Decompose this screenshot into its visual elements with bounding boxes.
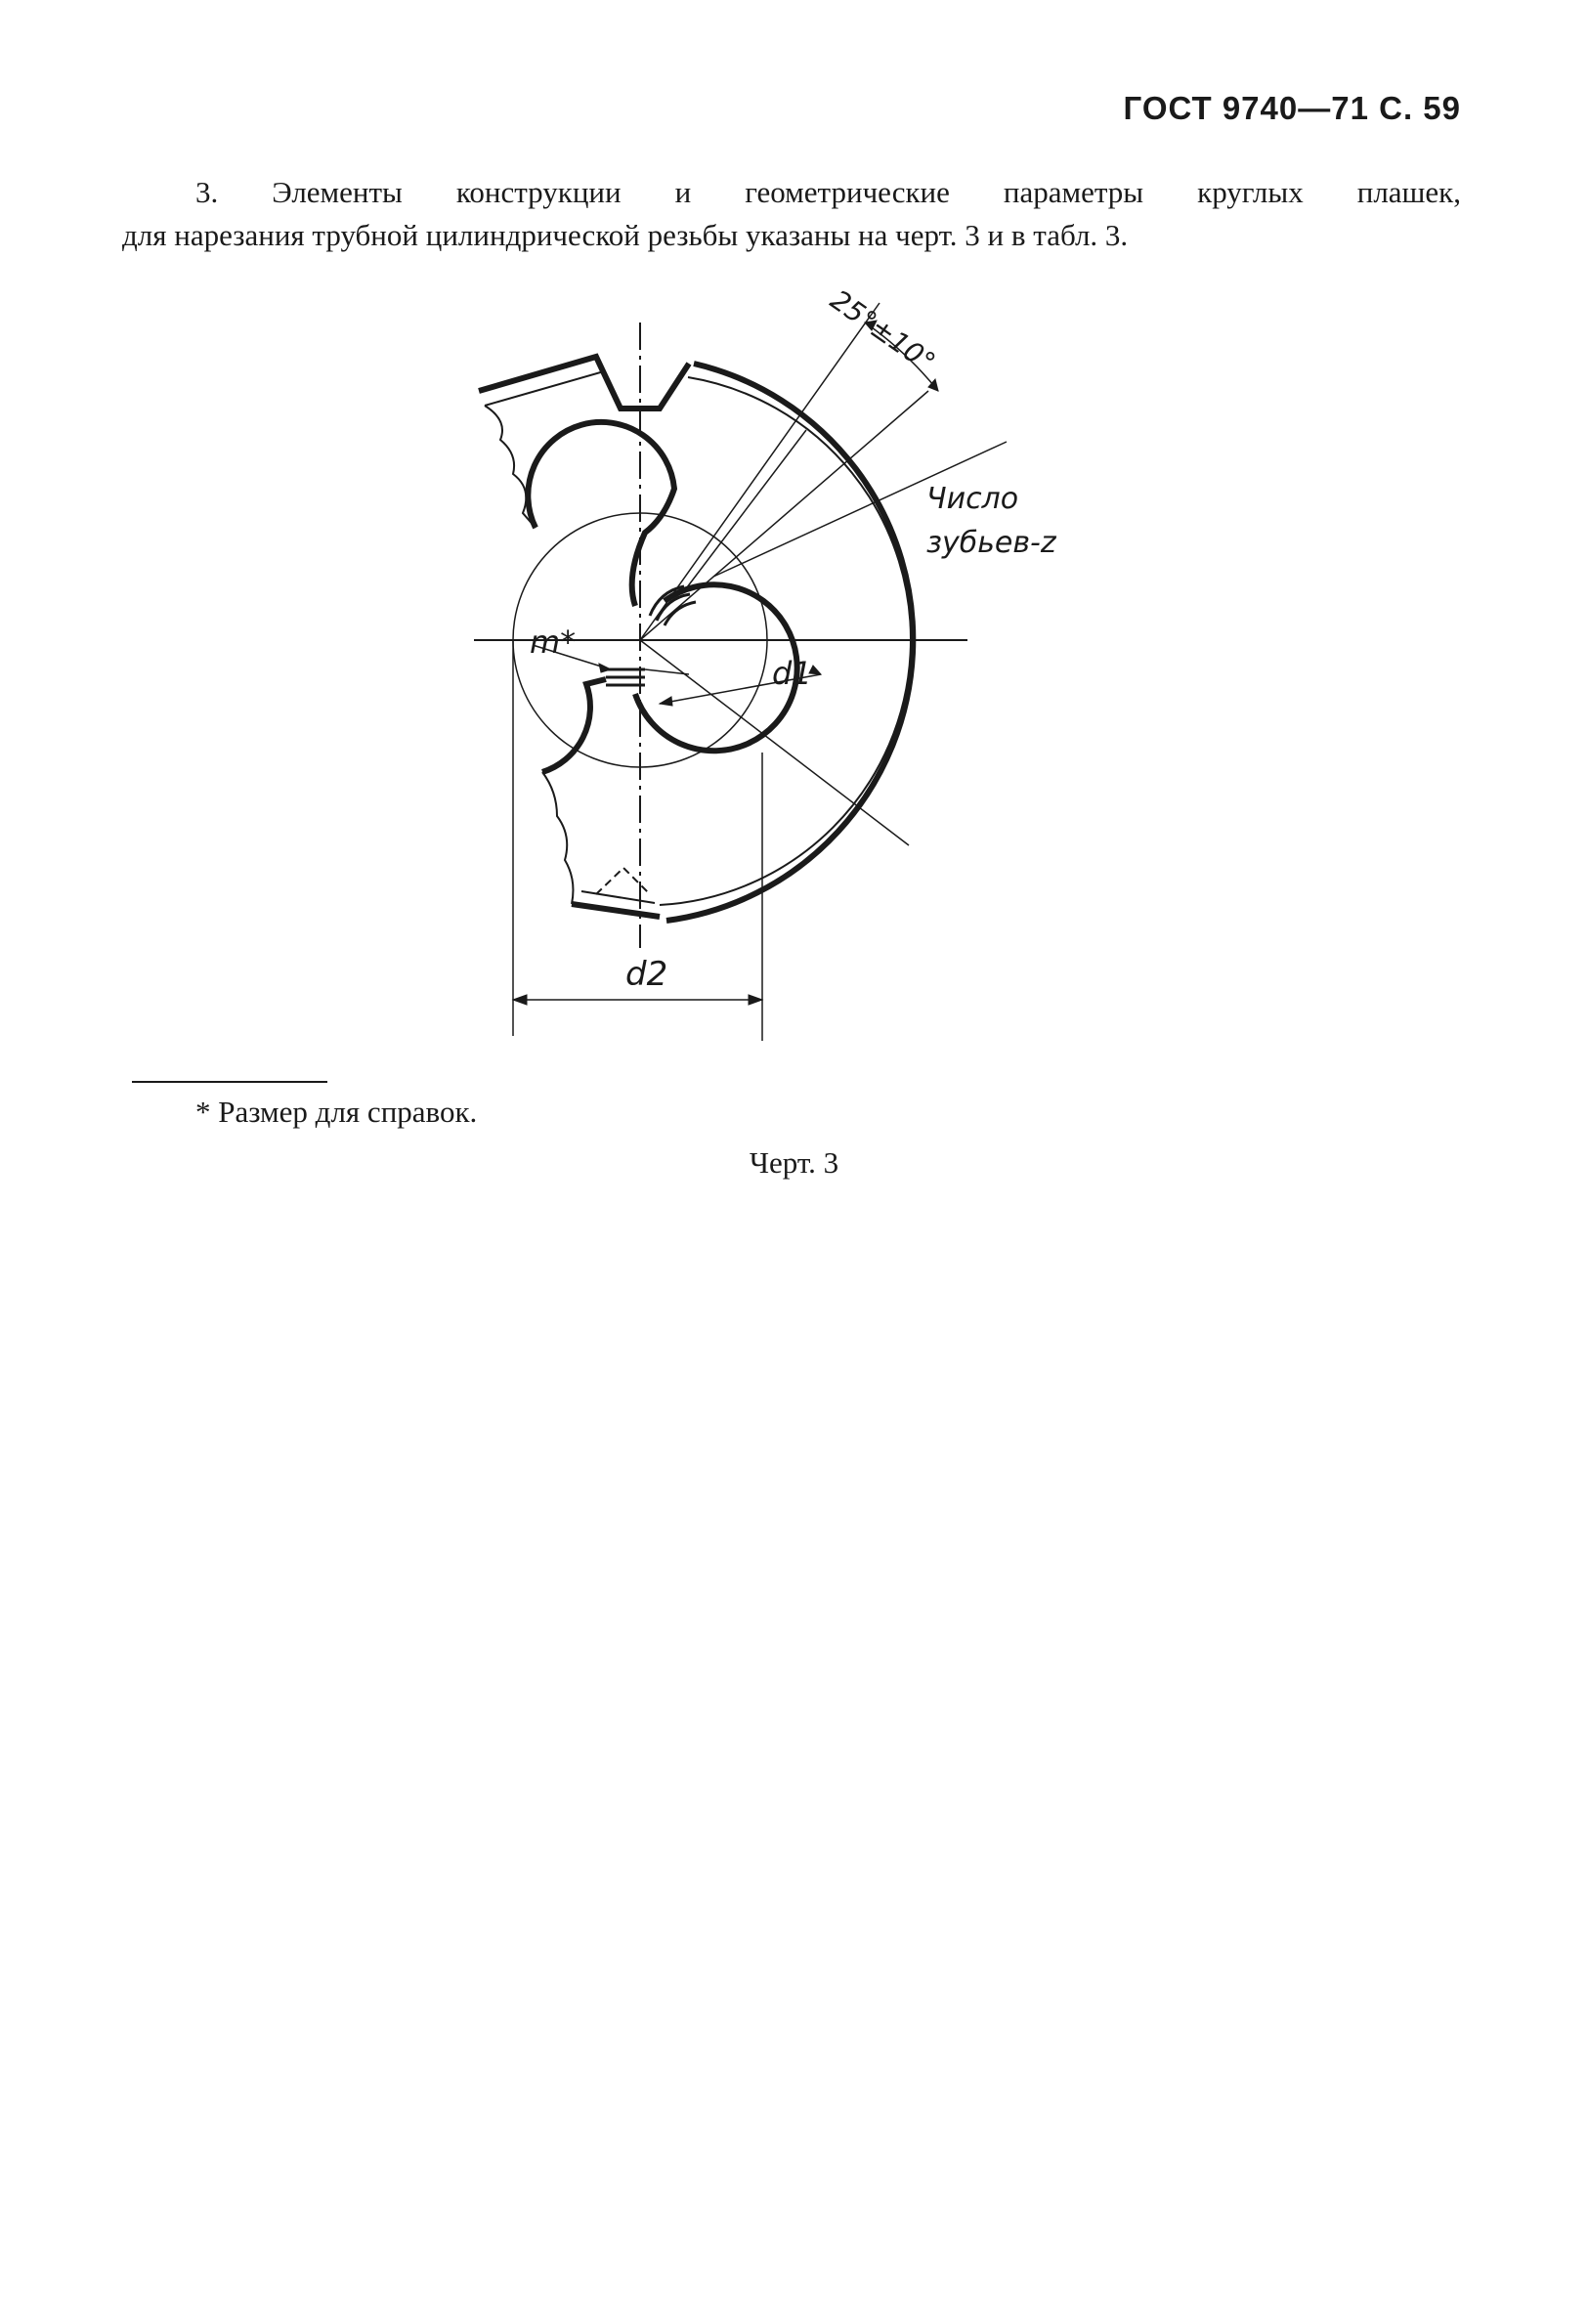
top-slot: [479, 357, 689, 409]
figure-caption: Черт. 3: [749, 1145, 839, 1180]
radial-line-3: [684, 430, 806, 591]
page-header: ГОСТ 9740—71 С. 59: [1123, 90, 1461, 126]
die-drawing: [450, 283, 1056, 1055]
teeth-label-line1: Число: [926, 482, 1019, 516]
teeth-label-line2: зубьев-z: [926, 526, 1056, 560]
lower-chip-hole: [542, 679, 606, 772]
bottom-slot: [572, 904, 660, 917]
d2-label: d2: [625, 955, 668, 994]
paragraph-line-2: для нарезания трубной цилиндрической резьбы указаны на черт. 3 и в табл. 3.: [122, 218, 1129, 252]
angle-label: 25°±10°: [824, 283, 942, 379]
footnote: * Размер для справок.: [195, 1095, 478, 1129]
radial-line-1: [640, 303, 880, 640]
paragraph-line-1: 3. Элементы конструкции и геометрические параметры круглых плашек,: [195, 175, 1461, 209]
outer-arc: [666, 364, 913, 921]
break-line-bottom: [542, 772, 573, 904]
d1-label: d1: [772, 655, 812, 692]
m-label: m*: [530, 624, 577, 661]
body-paragraph: [122, 171, 1461, 257]
footnote-divider: [132, 1081, 327, 1083]
bottom-notch: [596, 868, 650, 894]
